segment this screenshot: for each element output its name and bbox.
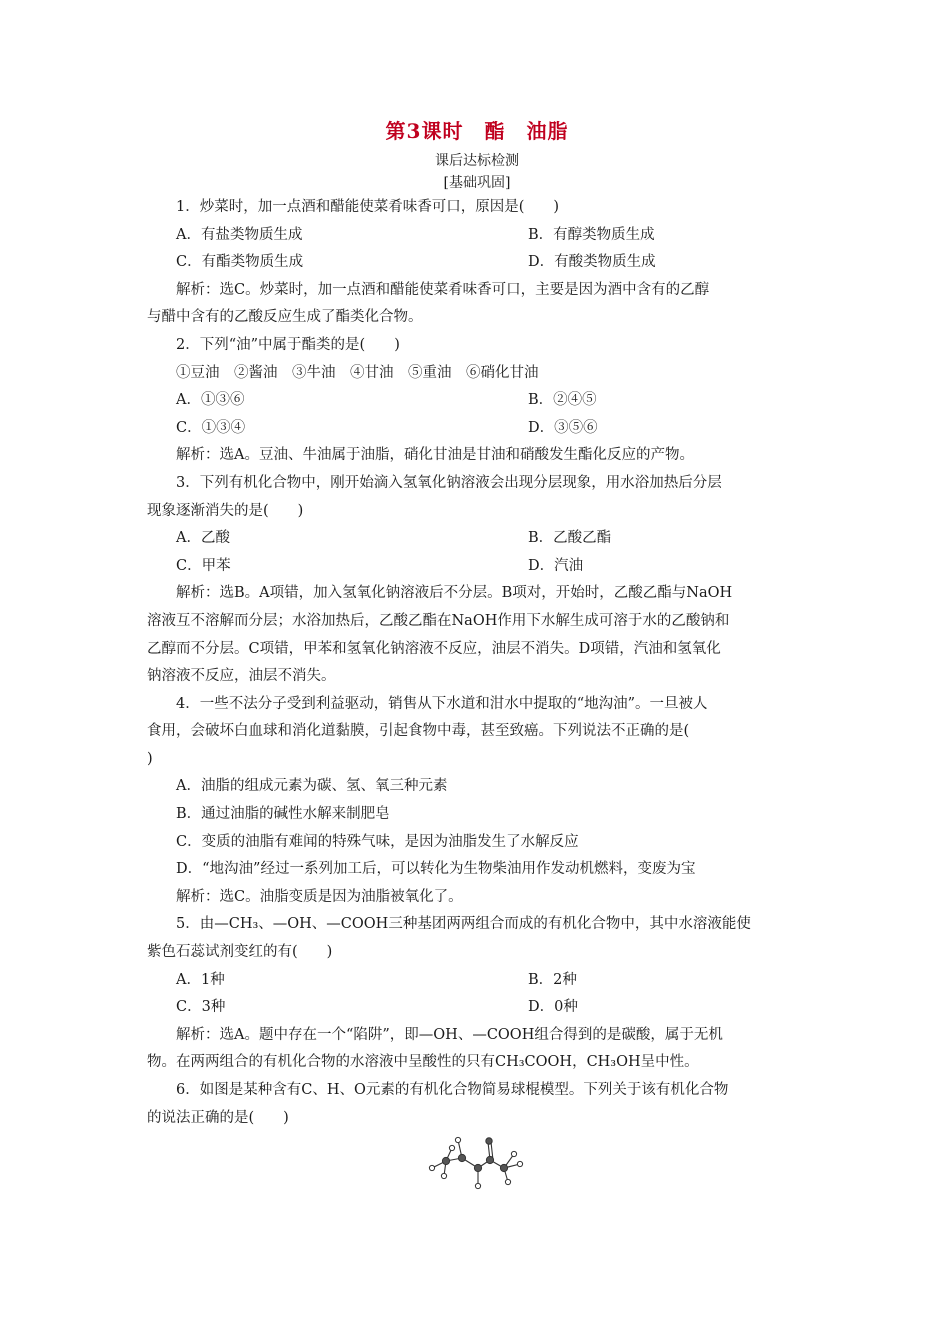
option-d: D．有酸类物质生成: [528, 254, 656, 271]
option-c: C．3种: [176, 999, 226, 1016]
section-heading: [基础巩固]: [443, 175, 511, 191]
option-a: A．油脂的组成元素为碳、氢、氧三种元素: [176, 778, 448, 795]
document-page: [147, 118, 807, 1198]
question-stem: ): [147, 750, 153, 767]
option-a: A．1种: [176, 971, 225, 988]
page-title: 第3课时 酯 油脂: [385, 119, 569, 143]
option-a: A．有盐类物质生成: [176, 226, 303, 243]
question-4: [147, 691, 807, 912]
option-row: [147, 249, 807, 277]
option-b: B．乙酸乙酯: [528, 530, 612, 547]
question-stem: 紫色石蕊试剂变红的有( ): [147, 944, 333, 961]
question-stem: 现象逐渐消失的是( ): [147, 502, 304, 519]
option-d: D．汽油: [528, 557, 584, 574]
option-b: B．有醇类物质生成: [528, 226, 655, 243]
option-c: C．①③④: [176, 419, 246, 436]
question-stem: 5．由—CH₃、—OH、—COOH三种基团两两组合而成的有机化合物中，其中水溶液能使: [176, 916, 751, 933]
page-subtitle: 课后达标检测: [435, 153, 519, 169]
analysis-line: 物。在两两组合的有机化合物的水溶液中呈酸性的只有CH₃COOH，CH₃OH呈中性。: [147, 1054, 699, 1071]
question-items: ①豆油 ②酱油 ③牛油 ④甘油 ⑤重油 ⑥硝化甘油: [176, 364, 539, 381]
question-6: [147, 1077, 807, 1198]
question-2: [147, 332, 807, 470]
option-c: C．甲苯: [176, 557, 231, 574]
question-stem: 4．一些不法分子受到利益驱动，销售从下水道和泔水中提取的“地沟油”。一旦被人: [176, 695, 708, 712]
analysis-line: 解析：选B。A项错，加入氢氧化钠溶液后不分层。B项对，开始时，乙酸乙酯与NaOH: [176, 585, 733, 602]
option-row: [147, 553, 807, 581]
option-b: B．2种: [528, 971, 577, 988]
option-b: B．通过油脂的碱性水解来制肥皂: [176, 806, 390, 823]
option-row: [147, 415, 807, 443]
analysis-line: 与醋中含有的乙酸反应生成了酯类化合物。: [147, 309, 423, 326]
analysis-line: 解析：选A。豆油、牛油属于油脂，硝化甘油是甘油和硝酸发生酯化反应的产物。: [176, 447, 694, 464]
analysis-line: 钠溶液不反应，油层不消失。: [147, 668, 336, 685]
option-a: A．①③⑥: [176, 392, 245, 409]
option-c: C．有酯类物质生成: [176, 254, 304, 271]
question-stem: 食用，会破坏白血球和消化道黏膜，引起食物中毒，甚至致癌。下列说法不正确的是(: [147, 723, 690, 740]
option-row: [147, 525, 807, 553]
question-1: [147, 194, 807, 332]
figure: [147, 1136, 807, 1198]
analysis-line: 解析：选C。炒菜时，加一点酒和醋能使菜肴味香可口，主要是因为酒中含有的乙醇: [176, 281, 710, 298]
question-5: [147, 911, 807, 1077]
option-d: D．“地沟油”经过一系列加工后，可以转化为生物柴油用作发动机燃料，变废为宝: [176, 861, 696, 878]
analysis-line: 乙醇而不分层。C项错，甲苯和氢氧化钠溶液不反应，油层不消失。D项错，汽油和氢氧化: [147, 640, 721, 657]
analysis-line: 解析：选A。题中存在一个“陷阱”，即—OH、—COOH组合得到的是碳酸，属于无机: [176, 1026, 723, 1043]
option-b: B．②④⑤: [528, 392, 597, 409]
option-row: [147, 967, 807, 995]
analysis-line: 溶液互不溶解而分层；水浴加热后，乙酸乙酯在NaOH作用下水解生成可溶于水的乙酸钠和: [147, 612, 730, 629]
option-d: D．③⑤⑥: [528, 419, 598, 436]
question-stem: 1．炒菜时，加一点酒和醋能使菜肴味香可口，原因是( ): [176, 199, 560, 215]
option-a: A．乙酸: [176, 530, 230, 547]
option-row: [147, 387, 807, 415]
option-row: [147, 222, 807, 250]
option-row: [147, 994, 807, 1022]
question-stem: 的说法正确的是( ): [147, 1109, 289, 1126]
ball-and-stick-molecule-model-icon: [422, 1136, 532, 1198]
question-stem: 3．下列有机化合物中，刚开始滴入氢氧化钠溶液会出现分层现象，用水浴加热后分层: [176, 474, 722, 491]
analysis-line: 解析：选C。油脂变质是因为油脂被氧化了。: [176, 888, 463, 905]
question-stem: 6．如图是某种含有C、H、O元素的有机化合物简易球棍模型。下列关于该有机化合物: [176, 1082, 729, 1098]
question-3: [147, 470, 807, 691]
question-stem: 2．下列“油”中属于酯类的是( ): [176, 336, 400, 353]
option-c: C．变质的油脂有难闻的特殊气味，是因为油脂发生了水解反应: [176, 833, 579, 850]
option-d: D．0种: [528, 999, 578, 1016]
